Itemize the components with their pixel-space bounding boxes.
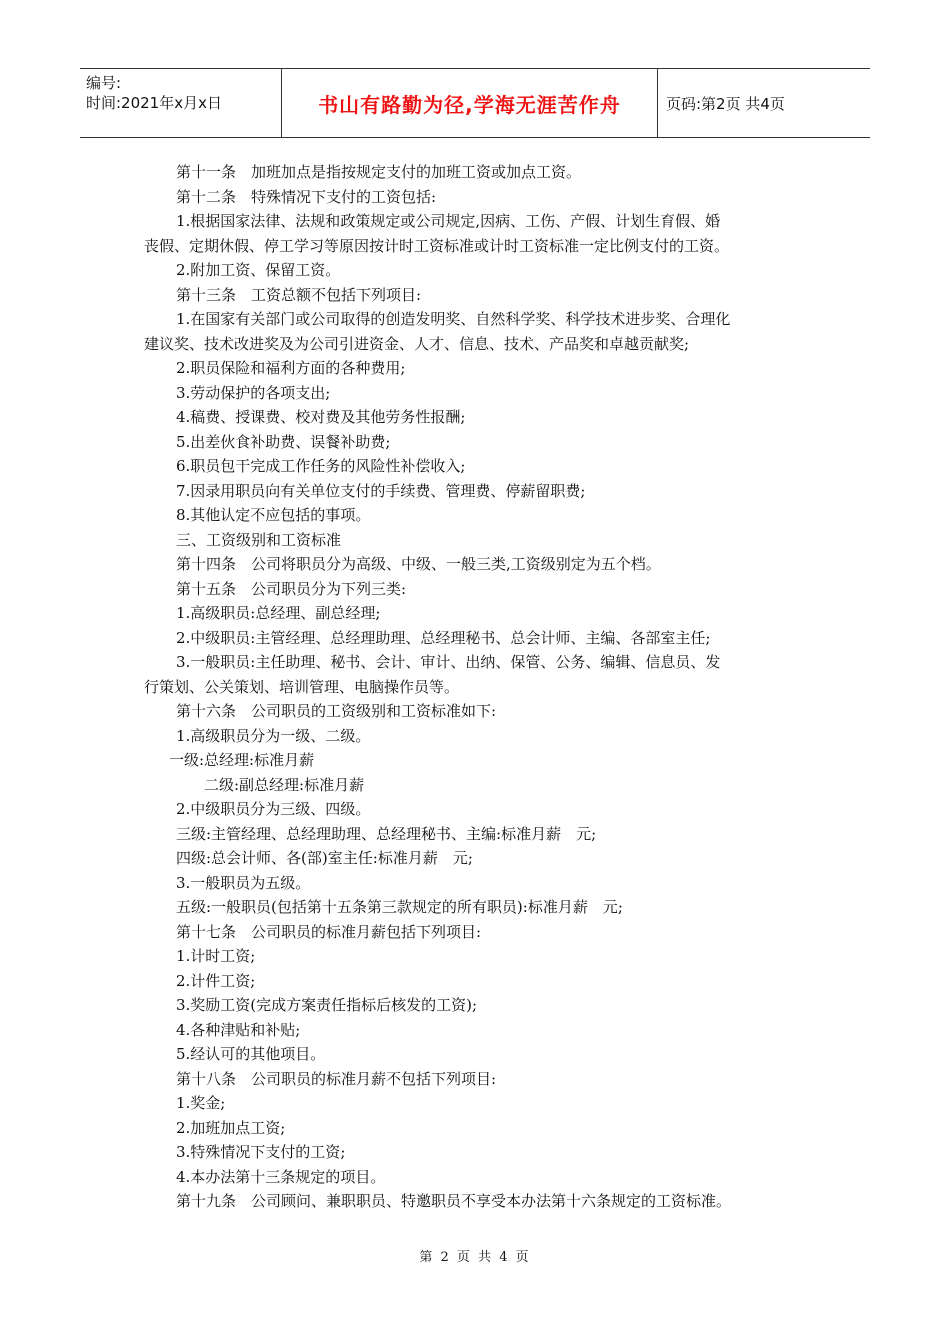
paragraph-line: 1.奖金; — [176, 1094, 226, 1112]
section-heading: 三、工资级别和工资标准 — [176, 530, 342, 549]
paragraph-line: 4.本办法第十三条规定的项目。 — [176, 1167, 386, 1186]
paragraph-line: 4.各种津贴和补贴; — [176, 1020, 301, 1039]
document-body — [144, 160, 804, 1214]
paragraph-line: 1.在国家有关部门或公司取得的创造发明奖、自然科学奖、科学技术进步奖、合理化 — [176, 310, 731, 328]
paragraph-line: 第十四条 公司将职员分为高级、中级、一般三类,工资级别定为五个档。 — [176, 555, 661, 573]
paragraph-line: 6.职员包干完成工作任务的风险性补偿收入; — [176, 457, 466, 475]
paragraph-line: 第十七条 公司职员的标准月薪包括下列项目: — [176, 922, 482, 941]
paragraph-line: 五级:一般职员(包括第十五条第三款规定的所有职员):标准月薪 元; — [176, 898, 623, 916]
paragraph-line: 二级:副总经理:标准月薪 — [204, 775, 365, 794]
paragraph-line: 4.稿费、授课费、校对费及其他劳务性报酬; — [176, 408, 466, 426]
paragraph-line: 丧假、定期休假、停工学习等原因按计时工资标准或计时工资标准一定比例支付的工资。 — [144, 236, 730, 255]
page-footer: 第 2 页 共 4 页 — [419, 1250, 531, 1265]
paragraph-line: 2.附加工资、保留工资。 — [176, 261, 341, 279]
paragraph-line: 5.出差伙食补助费、误餐补助费; — [176, 432, 391, 451]
paragraph-line: 3.一般职员:主任助理、秘书、会计、审计、出纳、保管、公务、编辑、信息员、发 — [176, 653, 721, 671]
paragraph-line: 第十六条 公司职员的工资级别和工资标准如下: — [176, 702, 497, 720]
page-header — [80, 68, 870, 138]
document-number-label: 编号: — [86, 74, 122, 92]
paragraph-line: 3.特殊情况下支付的工资; — [176, 1143, 346, 1161]
document-time-label: 时间:2021年x月x日 — [86, 94, 222, 112]
paragraph-line: 2.中级职员分为三级、四级。 — [176, 800, 371, 818]
paragraph-line: 3.一般职员为五级。 — [176, 873, 311, 892]
paragraph-line: 第十八条 公司职员的标准月薪不包括下列项目: — [176, 1069, 497, 1088]
header-motto: 书山有路勤为径,学海无涯苦作舟 — [318, 92, 621, 117]
paragraph-line: 3.奖励工资(完成方案责任指标后核发的工资); — [176, 996, 478, 1014]
paragraph-line: 三级:主管经理、总经理助理、总经理秘书、主编:标准月薪 元; — [176, 824, 597, 843]
paragraph-line: 第十一条 加班加点是指按规定支付的加班工资或加点工资。 — [176, 163, 582, 181]
paragraph-line: 7.因录用职员向有关单位支付的手续费、管理费、停薪留职费; — [176, 481, 586, 500]
header-meta — [80, 69, 281, 137]
paragraph-line: 3.劳动保护的各项支出; — [176, 383, 331, 402]
paragraph-line: 1.计时工资; — [176, 947, 256, 965]
header-motto-cell — [281, 69, 658, 137]
header-page-label: 页码:第2页 共4页 — [666, 94, 785, 113]
paragraph-line: 行策划、公关策划、培训管理、电脑操作员等。 — [144, 677, 460, 696]
paragraph-line: 2.加班加点工资; — [176, 1118, 286, 1137]
paragraph-line: 1.根据国家法律、法规和政策规定或公司规定,因病、工伤、产假、计划生育假、婚 — [176, 212, 721, 230]
paragraph-line: 5.经认可的其他项目。 — [176, 1045, 326, 1063]
paragraph-line: 2.中级职员:主管经理、总经理助理、总经理秘书、总会计师、主编、各部室主任; — [176, 628, 711, 647]
paragraph-line: 四级:总会计师、各(部)室主任:标准月薪 元; — [176, 849, 473, 867]
paragraph-line: 1.高级职员:总经理、副总经理; — [176, 604, 381, 622]
paragraph-line: 一级:总经理:标准月薪 — [169, 751, 315, 769]
paragraph-line: 2.职员保险和福利方面的各种费用; — [176, 359, 406, 377]
header-page-cell — [658, 69, 870, 137]
paragraph-line: 1.高级职员分为一级、二级。 — [176, 726, 371, 745]
paragraph-line: 第十二条 特殊情况下支付的工资包括: — [176, 187, 437, 206]
paragraph-line: 8.其他认定不应包括的事项。 — [176, 506, 371, 524]
paragraph-line: 建议奖、技术改进奖及为公司引进资金、人才、信息、技术、产品奖和卓越贡献奖; — [144, 334, 690, 353]
paragraph-line: 第十三条 工资总额不包括下列项目: — [176, 285, 422, 304]
paragraph-line: 第十五条 公司职员分为下列三类: — [176, 579, 407, 598]
paragraph-line: 第十九条 公司顾问、兼职职员、特邀职员不享受本办法第十六条规定的工资标准。 — [176, 1192, 732, 1210]
paragraph-line: 2.计件工资; — [176, 971, 256, 990]
